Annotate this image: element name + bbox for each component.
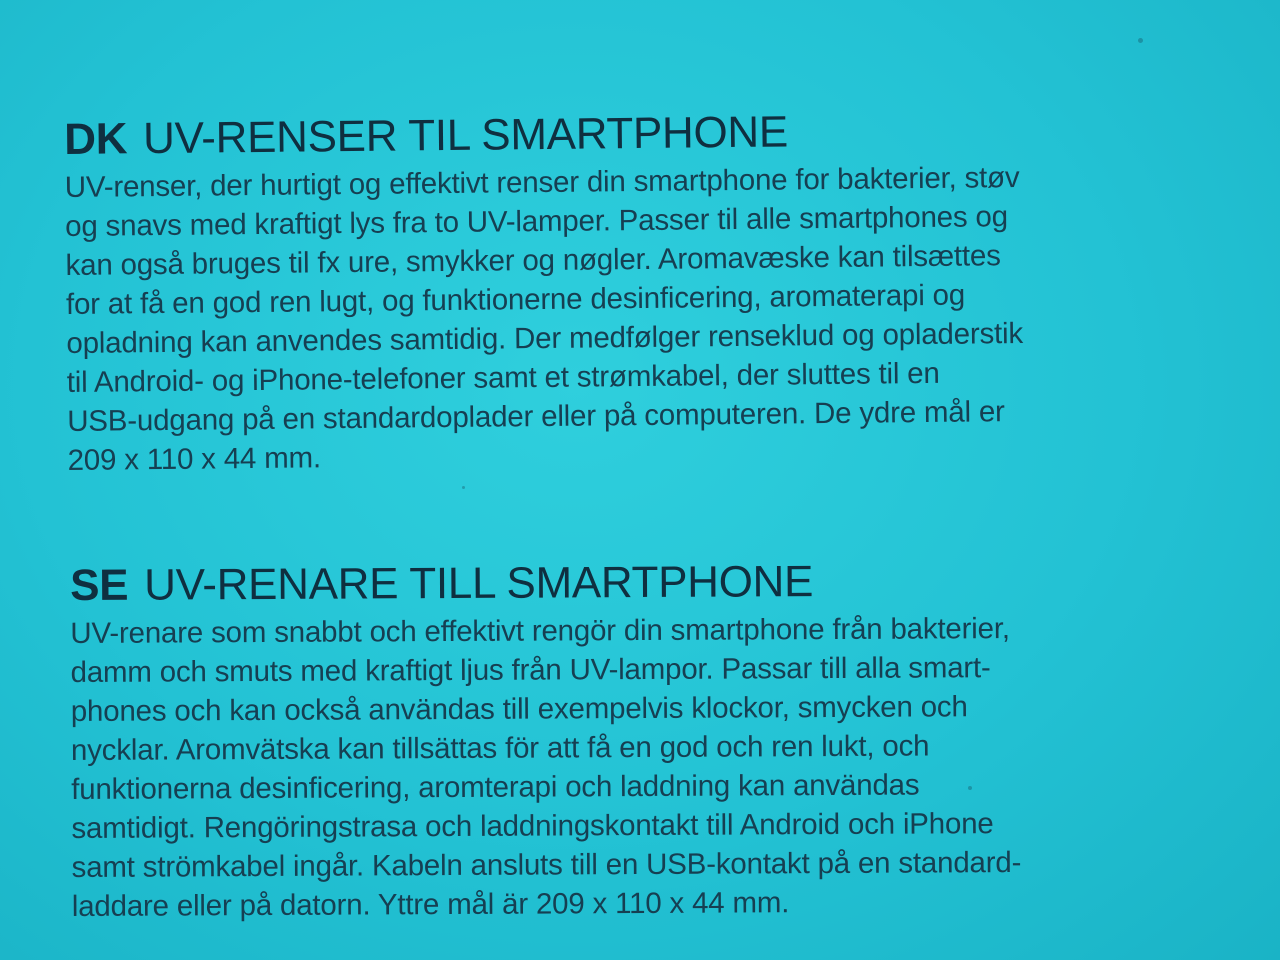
section-title: UV-RENARE TILL SMARTPHONE — [144, 557, 814, 610]
body-line: kan også bruges til fx ure, smykker og nøgler. Aromavæske kan tilsættes — [65, 239, 1001, 282]
body-line: 209 x 110 x 44 mm. — [67, 441, 322, 477]
body-line: til Android- og iPhone-telefoner samt et strømkabel, der sluttes til en — [66, 356, 940, 399]
body-line: og snavs med kraftigt lys fra to UV-lamper. Passer til alle smartphones og — [65, 200, 1009, 243]
body-line: funktionerna desinficering, aromterapi och laddning kan användas — [71, 768, 920, 806]
body-line: samt strömkabel ingår. Kabeln ansluts till en USB-kontakt på en standard- — [71, 846, 1022, 884]
body-line: UV-renare som snabbt och effektivt rengör din smartphone från bakterier, — [70, 612, 1010, 650]
section-heading — [64, 102, 1204, 166]
body-line: nycklar. Aromvätska kan tillsättas för att få en god och ren lukt, och — [70, 729, 930, 767]
section-dk — [64, 102, 1208, 480]
section-heading — [70, 554, 1210, 612]
section-body — [65, 156, 1208, 480]
dust-speck — [462, 486, 465, 489]
body-line: phones och kan också användas till exempelvis klockor, smycken och — [70, 690, 968, 728]
language-code: SE — [70, 560, 129, 610]
body-line: damm och smuts med kraftigt ljus från UV-lampor. Passar till alla smart- — [70, 651, 991, 689]
body-line: opladning kan anvendes samtidig. Der medfølger renseklud og opladerstik — [66, 316, 1024, 360]
dust-speck — [968, 786, 972, 790]
section-se — [70, 554, 1212, 926]
body-line: UV-renser, der hurtigt og effektivt renser din smartphone for bakterier, støv — [64, 160, 1020, 204]
section-title: UV-RENSER TIL SMARTPHONE — [142, 107, 789, 164]
body-line: laddare eller på datorn. Yttre mål är 209 x 110 x 44 mm. — [71, 886, 790, 923]
section-body — [70, 608, 1212, 926]
language-code: DK — [64, 114, 128, 164]
dust-speck — [1138, 38, 1143, 43]
body-line: USB-udgang på en standardoplader eller på computeren. De ydre mål er — [67, 395, 1005, 438]
body-line: for at få en god ren lugt, og funktionerne desinficering, aromaterapi og — [65, 278, 966, 321]
body-line: samtidigt. Rengöringstrasa och laddningskontakt till Android och iPhone — [71, 807, 994, 845]
